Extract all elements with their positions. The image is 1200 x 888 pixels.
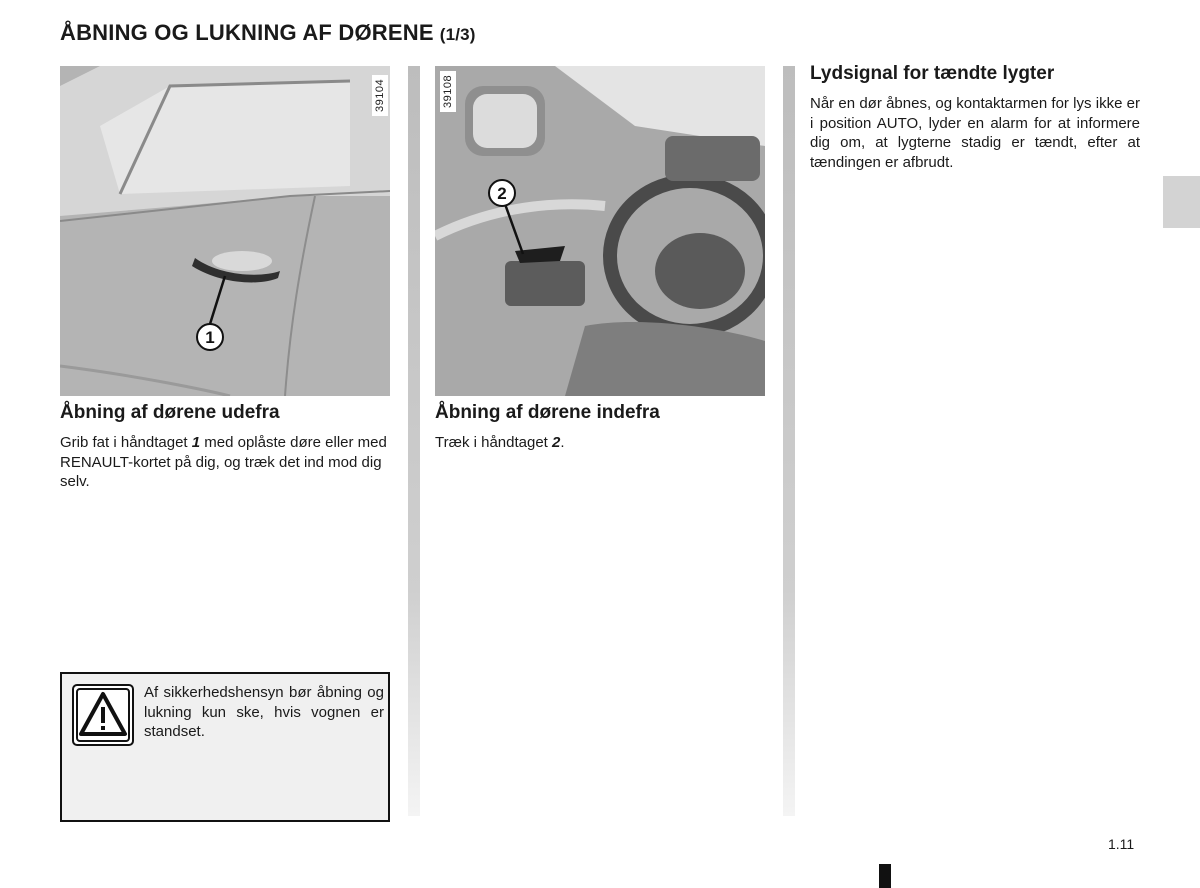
figure-exterior-door-handle <box>60 66 390 396</box>
warning-triangle-icon <box>72 684 134 746</box>
warning-text: Af sikkerhedshensyn bør åbning og lukning kun ske, hvis vognen er standset. <box>144 684 384 740</box>
section-heading-inside: Åbning af dørene indefra <box>435 402 660 423</box>
section-text-outside: Grib fat i håndtaget 1 med oplåste døre eller med RENAULT-kortet på dig, og træk det ind mod dig selv. <box>60 434 387 490</box>
page-title <box>60 20 476 46</box>
section-heading-outside: Åbning af dørene udefra <box>60 402 280 423</box>
figure-number: 39104 <box>372 75 388 116</box>
callout-2: 2 <box>497 184 507 203</box>
page-title-suffix: (1/3) <box>439 25 476 44</box>
warning-box <box>60 672 390 822</box>
page-edge-mark <box>879 864 891 888</box>
callout-1: 1 <box>205 328 215 347</box>
interior-door-illustration <box>435 66 765 396</box>
handle-reference: 2 <box>552 434 561 451</box>
exterior-door-illustration <box>60 66 390 396</box>
page-number: 1.11 <box>1108 836 1135 852</box>
figure-interior-door-handle <box>435 66 765 396</box>
column-divider <box>408 66 420 816</box>
section-text-inside: Træk i håndtaget 2. <box>435 434 565 451</box>
handle-reference: 1 <box>191 434 201 451</box>
section-tab <box>1163 176 1200 228</box>
section-text-lights: Når en dør åbnes, og kontaktarmen for lys ikke er i position AUTO, lyder en alarm for at informere dig om, at lygterne stadig er tændt, efter at tændingen er afbrudt. <box>810 95 1140 171</box>
column-divider <box>783 66 795 816</box>
figure-number: 39108 <box>440 71 456 112</box>
page-title-text: ÅBNING OG LUKNING AF DØRENE <box>60 20 434 45</box>
section-heading-lights: Lydsignal for tændte lygter <box>810 63 1055 84</box>
